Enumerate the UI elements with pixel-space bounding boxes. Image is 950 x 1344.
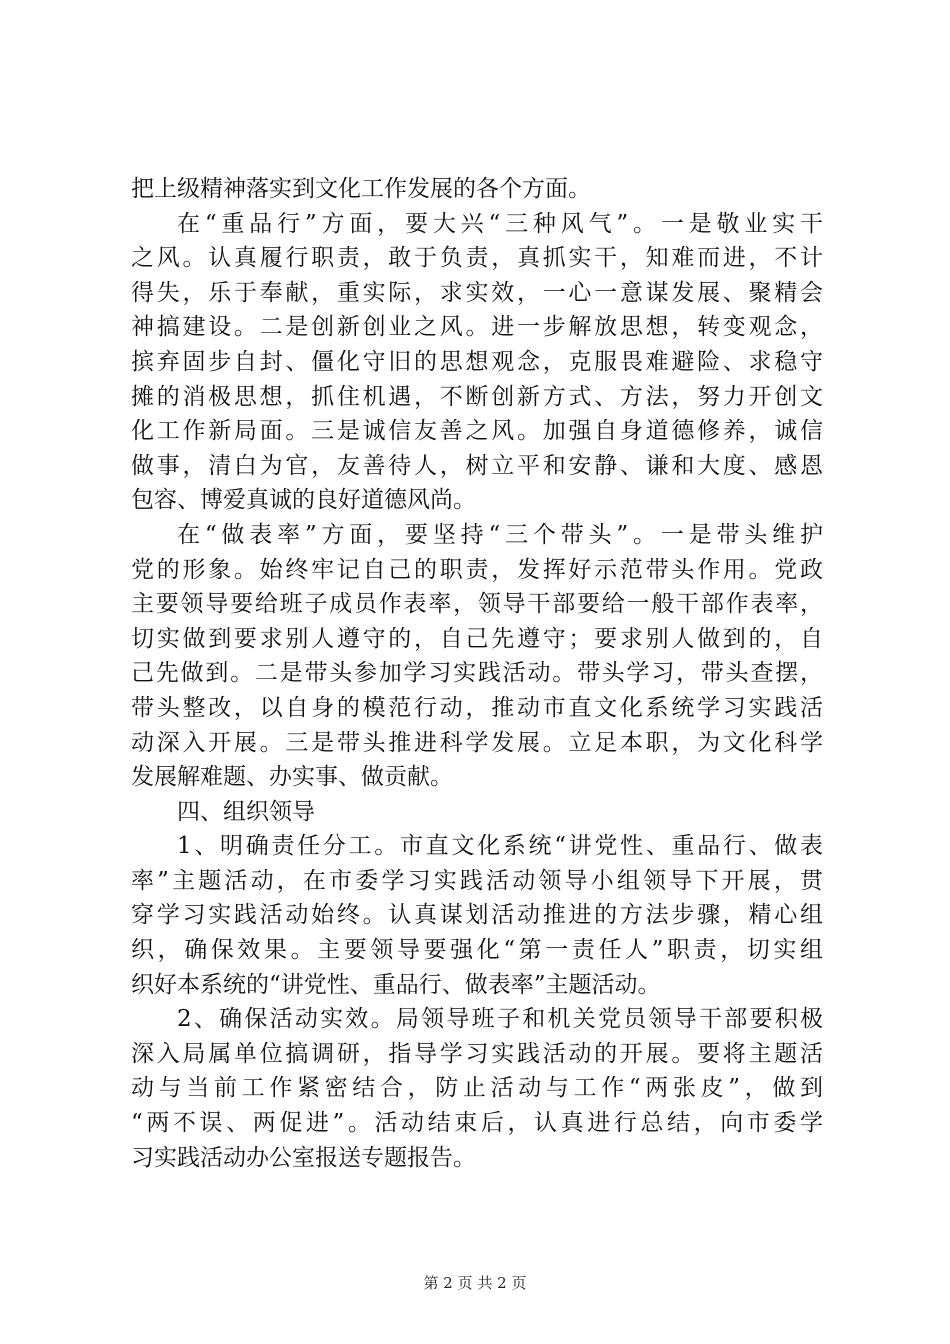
text-line: 摈弃固步自封、僵化守旧的思想观念，克服畏难避险、求稳守 [131, 348, 823, 375]
text-line: 之风。认真履行职责，敢于负责，真抓实干，知难而进，不计 [131, 245, 823, 272]
document-body [131, 172, 823, 1175]
text-line: 动深入开展。三是带头推进科学发展。立足本职，为文化科学 [131, 729, 823, 756]
text-line: 把上级精神落实到文化工作发展的各个方面。 [131, 176, 591, 202]
text-line: 深入局属单位搞调研，指导学习实践活动的开展。要将主题活 [131, 1040, 823, 1067]
text-line: 包容、博爱真诚的良好道德风尚。 [131, 487, 476, 514]
text-line: 1、明确责任分工。市直文化系统“讲党性、重品行、做表 [177, 833, 823, 860]
text-line: 神搞建设。二是创新创业之风。进一步解放思想，转变观念， [131, 314, 823, 341]
text-line: 切实做到要求别人遵守的，自己先遵守；要求别人做到的，自 [131, 625, 823, 652]
text-line: 摊的消极思想，抓住机遇，不断创新方式、方法，努力开创文 [131, 383, 823, 410]
text-line: 己先做到。二是带头参加学习实践活动。带头学习，带头查摆， [131, 660, 823, 687]
page-footer: 第 2 页 共 2 页 [423, 1274, 527, 1292]
text-line: 发展解难题、办实事、做贡献。 [131, 764, 453, 791]
text-line: 四、组织领导 [177, 798, 315, 825]
text-line: 动与当前工作紧密结合，防止活动与工作“两张皮”，做到 [131, 1075, 823, 1102]
text-line: 在“重品行”方面，要大兴“三种风气”。一是敬业实干 [177, 210, 823, 237]
text-line: 在“做表率”方面，要坚持“三个带头”。一是带头维护 [177, 521, 823, 548]
text-line: 2、确保活动实效。局领导班子和机关党员领导干部要积极 [177, 1006, 823, 1033]
text-line: 得失，乐于奉献，重实际，求实效，一心一意谋发展、聚精会 [131, 279, 823, 306]
text-line: 织好本系统的“讲党性、重品行、做表率”主题活动。 [131, 971, 661, 998]
text-line: 主要领导要给班子成员作表率，领导干部要给一般干部作表率， [131, 591, 823, 618]
text-line: 化工作新局面。三是诚信友善之风。加强自身道德修养，诚信 [131, 418, 823, 445]
text-line: 党的形象。始终牢记自己的职责，发挥好示范带头作用。党政 [131, 556, 823, 583]
text-line: 率”主题活动，在市委学习实践活动领导小组领导下开展，贯 [131, 867, 823, 894]
text-line: 织，确保效果。主要领导要强化“第一责任人”职责，切实组 [131, 937, 823, 964]
text-line: 做事，清白为官，友善待人，树立平和安静、谦和大度、感恩 [131, 452, 823, 479]
text-line: “两不误、两促进”。活动结束后，认真进行总结，向市委学 [131, 1110, 823, 1137]
text-line: 习实践活动办公室报送专题报告。 [131, 1144, 476, 1171]
text-line: 穿学习实践活动始终。认真谋划活动推进的方法步骤，精心组 [131, 902, 823, 929]
text-line: 带头整改，以自身的模范行动，推动市直文化系统学习实践活 [131, 694, 823, 721]
